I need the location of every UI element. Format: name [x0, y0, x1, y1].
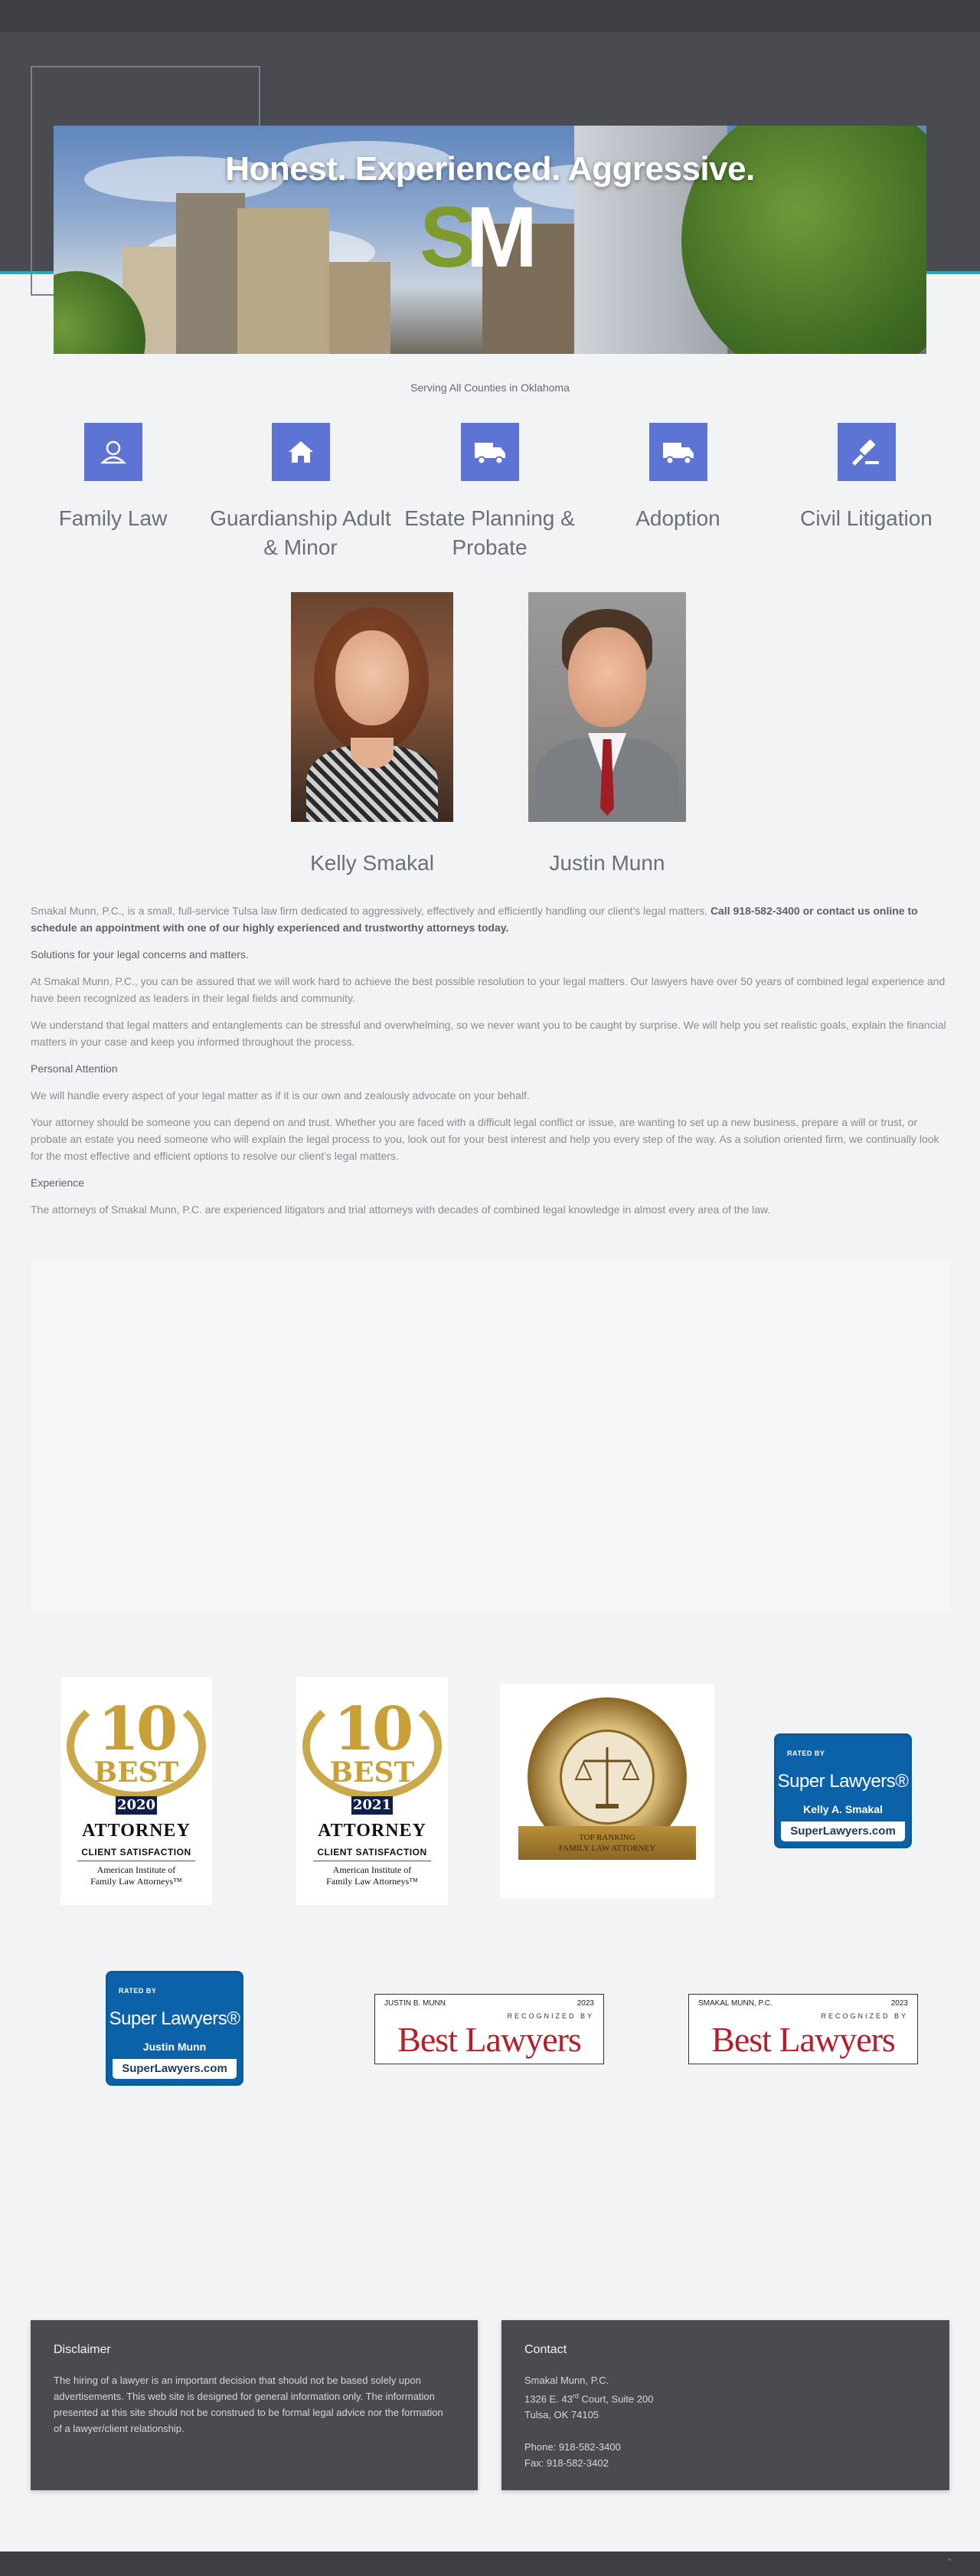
scroll-to-top-icon[interactable]: ⌃ [945, 2556, 954, 2568]
practice-label[interactable]: Civil Litigation [800, 506, 933, 530]
practice-label[interactable]: Adoption [635, 506, 720, 530]
home-icon[interactable] [272, 423, 330, 481]
badge-best: BEST [93, 1756, 179, 1789]
sl-brand: Super Lawyers® [109, 2008, 240, 2029]
super-lawyers-badge-justin[interactable] [106, 1971, 243, 2086]
section-heading-experience: Experience [31, 1177, 85, 1189]
phone-link[interactable]: Phone: 918-582-3400 [524, 2441, 621, 2453]
logo-s: S [420, 189, 466, 285]
section-heading-personal-attention: Personal Attention [31, 1062, 118, 1075]
attorney-photo[interactable] [528, 592, 686, 822]
badge-client-satisfaction: CLIENT SATISFACTION [317, 1847, 427, 1858]
paragraph: We will handle every aspect of your legal matter as if it is our own and zealously advocate on your behalf. [31, 1089, 530, 1101]
badge-year: 2021 [352, 1797, 392, 1813]
sl-attorney: Kelly A. Smakal [803, 1803, 883, 1815]
bl-recognized: RECOGNIZED BY [821, 2012, 908, 2020]
practice-estate-planning[interactable] [396, 423, 583, 562]
gavel-icon[interactable] [838, 423, 896, 481]
paragraph: The attorneys of Smakal Munn, P.C. are experienced litigators and trial attorneys with decades of combined legal knowledge in almost every area of the law. [31, 1203, 771, 1216]
badge-client-satisfaction: CLIENT SATISFACTION [81, 1847, 191, 1858]
practice-guardianship[interactable] [207, 423, 394, 562]
firm-name: Smakal Munn, P.C. [524, 2375, 609, 2386]
intro-paragraph [31, 902, 949, 936]
bottom-bar [0, 2551, 980, 2576]
sl-rated: RATED BY [119, 1987, 157, 1995]
practice-family-law[interactable] [19, 423, 207, 533]
attorney-name[interactable]: Kelly Smakal [310, 851, 434, 875]
badge-institute: American Institute of Family Law Attorneys™ [326, 1864, 418, 1887]
practice-adoption[interactable] [584, 423, 772, 533]
hero-tagline: Honest. Experienced. Aggressive. [225, 150, 755, 188]
scales-of-justice-icon [560, 1730, 655, 1825]
firm-logo [420, 189, 527, 285]
fax-text: Fax: 918-582-3402 [524, 2457, 609, 2470]
badge-ten: 10 [97, 1694, 175, 1764]
truck-icon[interactable] [461, 423, 519, 481]
paragraph: We understand that legal matters and entanglements can be stressful and overwhelming, so we never want you to be caught by surprise. We will help you set realistic goals, explain the financial matters in your case and keep you informed throughout the process. [31, 1019, 946, 1048]
sl-rated: RATED BY [787, 1750, 825, 1757]
best-lawyers-badge-justin[interactable] [374, 1994, 604, 2064]
main-content [31, 902, 949, 1228]
disclaimer-title: Disclaimer [54, 2343, 111, 2356]
badge-year: 2020 [116, 1797, 156, 1813]
badge-attorney: ATTORNEY [82, 1821, 191, 1841]
disclaimer-text: The hiring of a lawyer is an important decision that should not be based solely upon advertisements. This web site is designed for general information only. The information presented at this site should not be construed to be formal legal advice nor the formation of a lawyer/client relationship. [54, 2375, 443, 2434]
section-heading-solutions: Solutions for your legal concerns and matters. [31, 948, 249, 961]
ten-best-badge-2020[interactable] [60, 1677, 212, 1905]
practice-label[interactable]: Guardianship Adult & Minor [210, 506, 391, 559]
address-line: 1326 E. 43rd Court, Suite 200 [524, 2392, 654, 2405]
user-icon[interactable] [84, 423, 142, 481]
practice-civil-litigation[interactable] [773, 423, 960, 533]
disclaimer-card [31, 2320, 478, 2490]
top-bar [0, 0, 980, 32]
badge-institute: American Institute of Family Law Attorneys™ [90, 1864, 182, 1887]
bl-name: SMAKAL MUNN, P.C. [698, 1999, 773, 2008]
attorney-name[interactable]: Justin Munn [549, 851, 665, 875]
badge-ten: 10 [333, 1694, 411, 1764]
bl-brand: Best Lawyers [397, 2020, 581, 2059]
practice-label[interactable]: Estate Planning & Probate [404, 506, 575, 559]
bl-year: 2023 [890, 1999, 908, 2008]
intro-text: Smakal Munn, P.C., is a small, full-service Tulsa law firm dedicated to aggressively, effectively and efficiently handling our client's legal matters. [31, 905, 708, 917]
aaoaa-ribbon: TOP RANKING FAMILY LAW ATTORNEY [518, 1826, 696, 1860]
best-lawyers-badge-firm[interactable] [688, 1994, 918, 2064]
contact-cta-link[interactable]: Call 918-582-3400 or contact us online to schedule an appointment with one of our highly experienced and trustworthy attorneys today. [31, 905, 918, 934]
attorney-photo[interactable] [291, 592, 453, 822]
badge-attorney: ATTORNEY [318, 1821, 426, 1841]
truck-icon[interactable] [649, 423, 707, 481]
city-line: Tulsa, OK 74105 [524, 2409, 599, 2421]
contact-title: Contact [524, 2343, 567, 2356]
sl-site: SuperLawyers.com [781, 1822, 905, 1841]
contact-card [501, 2320, 949, 2490]
sl-site: SuperLawyers.com [113, 2059, 237, 2079]
bl-name: JUSTIN B. MUNN [384, 1999, 446, 2008]
super-lawyers-badge-kelly[interactable] [774, 1733, 912, 1848]
hero-banner [54, 126, 926, 354]
serving-text: Serving All Counties in Oklahoma [410, 381, 570, 394]
paragraph: Your attorney should be someone you can depend on and trust. Whether you are faced with a difficult legal conflict or issue, are wanting to set up a new business, prepare a will or trust, or probate an estate you need someone who will explain the legal process to you, look out for your best interest and help you every step of the way. As a solution oriented firm, we continually look for the most effective and efficient options to resolve our client's legal matters. [31, 1116, 939, 1162]
ten-best-badge-2021[interactable] [296, 1677, 448, 1905]
bl-year: 2023 [577, 1999, 594, 2008]
paragraph: At Smakal Munn, P.C., you can be assured that we will work hard to achieve the best possible resolution to your legal matters. Our lawyers have over 50 years of combined legal experience and have been recognized as leaders in their legal fields and community. [31, 975, 946, 1004]
badge-best: BEST [329, 1756, 415, 1789]
sl-brand: Super Lawyers® [777, 1771, 909, 1792]
attorney-kelly-smakal[interactable] [291, 592, 453, 876]
embedded-map-area[interactable] [31, 1260, 949, 1612]
attorney-justin-munn[interactable] [528, 592, 686, 876]
logo-m: M [466, 189, 527, 285]
aaoaa-badge[interactable] [500, 1684, 714, 1898]
bl-recognized: RECOGNIZED BY [507, 2012, 594, 2020]
sl-attorney: Justin Munn [142, 2041, 207, 2053]
practice-label[interactable]: Family Law [58, 506, 168, 530]
bl-brand: Best Lawyers [711, 2020, 895, 2059]
